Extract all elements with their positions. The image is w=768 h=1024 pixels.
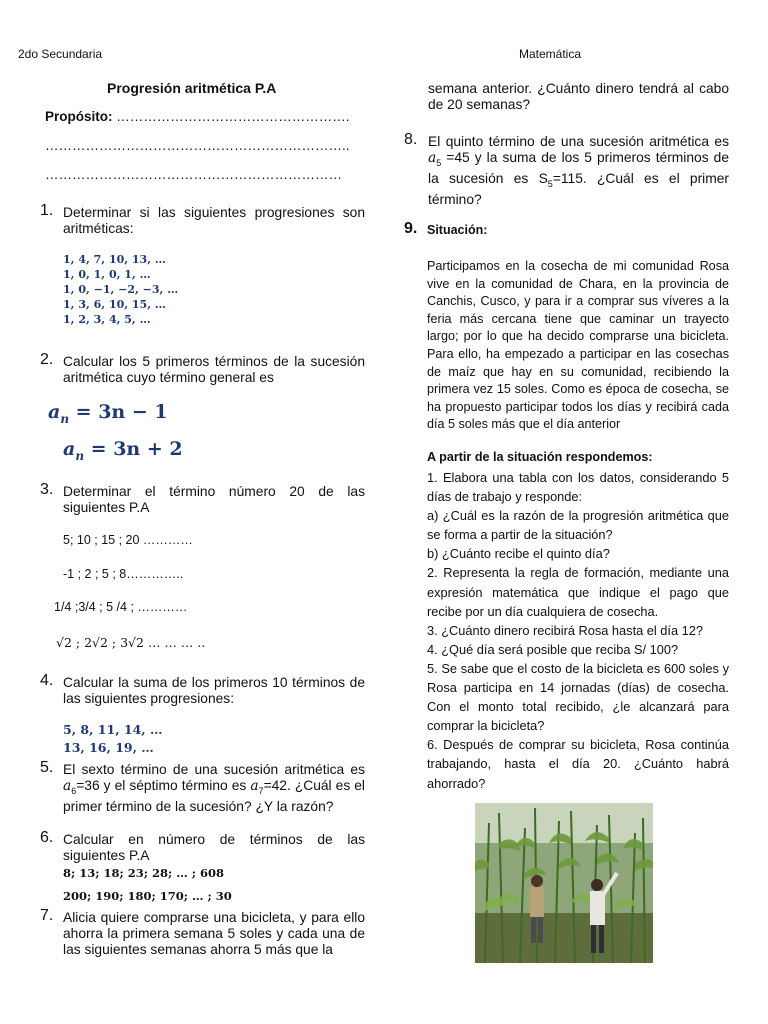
q8-a5: a — [428, 150, 437, 166]
q1-sequences — [63, 252, 178, 327]
q3-seq-2: -1 ; 2 ; 5 ; 8………….. — [63, 567, 184, 581]
q5-number: 5. — [40, 759, 54, 776]
q3-text: Determinar el término número 20 de las siguientes P.A — [63, 484, 365, 515]
q5-a7: a — [250, 778, 259, 794]
purpose-dots-3: ………………………………………………………… — [45, 167, 342, 182]
q5-a6: a — [63, 778, 72, 794]
q4-seq-2: 13, 16, 19, … — [63, 740, 154, 755]
response-item-5: 5. Se sabe que el costo de la bicicleta es 600 soles y Rosa participa en 14 jornadas (días) de cosecha. Con el monto total recibido, ¿le alcanzará para comprar la bicicleta? — [427, 660, 729, 734]
purpose-line-1 — [45, 109, 350, 124]
formula-1-sub: n — [60, 411, 70, 426]
q8-text — [428, 134, 729, 208]
q8-text-a: El quinto término de una sucesión aritmética es — [428, 134, 729, 149]
header-grade: 2do Secundaria — [18, 47, 103, 61]
q6-seq-2: 200; 190; 180; 170; … ; 30 — [63, 889, 232, 903]
q1-number: 1. — [40, 202, 54, 219]
q8-number: 8. — [404, 131, 418, 148]
q1-seq-1: 1, 4, 7, 10, 13, … — [63, 253, 166, 266]
q6-text: Calcular en número de términos de las siguientes P.A — [63, 832, 365, 863]
formula-2-sub: n — [75, 448, 85, 463]
response-item-4: 4. ¿Qué día será posible que reciba S/ 100? — [427, 641, 679, 657]
q4-seq-1: 5, 8, 11, 14, … — [63, 722, 163, 737]
q9-number: 9. — [404, 220, 418, 237]
q4-text: Calcular la suma de los primeros 10 términos de las siguientes progresiones: — [63, 675, 365, 706]
formula-2 — [63, 438, 183, 463]
response-item-1a: a) ¿Cuál es la razón de la progresión aritmética que se forma a partir de la situación? — [427, 508, 729, 543]
q7-text: Alicia quiere comprarse una bicicleta, y para ello ahorra la primera semana 5 soles y cada una de las siguientes semanas ahorra 5 más que la — [63, 910, 365, 957]
situation-text: Participamos en la cosecha de mi comunidad Rosa vive en la comunidad de Chara, en la provincia de Canchis, Cusco, y para ir a comprar sus víveres a la feria más cercana tiene que caminar un trayecto largo; por lo que ha decido comprarse una bicicleta. Para ello, ha empezado a participar en las cosechas de maíz que hay en su comunidad, recibiendo la primera vez 15 soles. Como es época de cosecha, se ha propuesto participar todos los días y recibirá cada día 5 soles más que el día anterior — [427, 259, 729, 432]
purpose-dots-1: ……………………………………………. — [116, 109, 350, 124]
q8-s5-sub: 5 — [547, 178, 553, 189]
formula-1-rhs: = 3n − 1 — [69, 401, 168, 423]
q5-text — [63, 762, 365, 815]
response-item-1b: b) ¿Cuánto recibe el quinto día? — [427, 546, 610, 562]
page-title: Progresión aritmética P.A — [107, 80, 277, 96]
q9-label: Situación: — [427, 223, 488, 237]
header-subject: Matemática — [519, 47, 582, 61]
q1-seq-5: 1, 2, 3, 4, 5, … — [63, 313, 151, 326]
response-item-2: 2. Representa la regla de formación, mediante una expresión matemática que indique el pago que recibe por un día cualquiera de cosecha. — [427, 565, 729, 619]
response-title: A partir de la situación respondemos: — [427, 450, 653, 464]
q5-a6-sub: 6 — [71, 785, 77, 796]
response-item-6: 6. Después de comprar su bicicleta, Rosa continúa trabajando, hasta el día 20. ¿Cuánto habrá ahorrado? — [427, 737, 729, 791]
q1-seq-2: 1, 0, 1, 0, 1, … — [63, 268, 151, 281]
q6-number: 6. — [40, 829, 54, 846]
q2-number: 2. — [40, 351, 54, 368]
formula-1-a: a — [48, 401, 61, 423]
q8-a5-sub: 5 — [436, 157, 442, 168]
q4-number: 4. — [40, 672, 54, 689]
q1-seq-4: 1, 3, 6, 10, 15, … — [63, 298, 166, 311]
q5-text-b: =36 y el séptimo término es — [76, 778, 251, 793]
purpose-dots-2: ………………………………………………………….. — [45, 138, 350, 153]
q3-number: 3. — [40, 481, 54, 498]
q5-text-a: El sexto término de una sucesión aritmética es — [63, 762, 365, 777]
corn-harvest-photo — [475, 803, 653, 963]
q8-text-b: =45 y la suma de los 5 primeros términos de la sucesión es S — [428, 150, 729, 186]
q5-a7-sub: 7 — [258, 785, 264, 796]
response-item-1: 1. Elabora una tabla con los datos, considerando 5 días de trabajo y responde: — [427, 470, 729, 505]
response-item-3: 3. ¿Cuánto dinero recibirá Rosa hasta el día 12? — [427, 622, 704, 638]
response-list — [427, 468, 729, 793]
q7-number: 7. — [40, 907, 54, 924]
q8-text-c: =115. ¿Cuál es el primer término? — [428, 170, 729, 207]
purpose-label: Propósito: — [45, 109, 113, 124]
q7-continuation: semana anterior. ¿Cuánto dinero tendrá al cabo de 20 semanas? — [428, 81, 729, 112]
q2-text: Calcular los 5 primeros términos de la sucesión aritmética cuyo término general es — [63, 354, 365, 385]
q3-seq-1: 5; 10 ; 15 ; 20 ………… — [63, 533, 193, 547]
formula-2-a: a — [63, 438, 76, 460]
formula-1 — [48, 401, 168, 426]
q5-text-c: =42. ¿Cuál es el primer término de la sucesión? ¿Y la razón? — [63, 778, 365, 814]
q3-seq-4: √2 ; 2√2 ; 3√2 … … … .. — [56, 635, 206, 650]
q6-seq-1: 8; 13; 18; 23; 28; … ; 608 — [63, 866, 225, 880]
q3-seq-3: 1/4 ;3/4 ; 5 /4 ; ………… — [54, 600, 188, 614]
formula-2-rhs: = 3n + 2 — [84, 438, 183, 460]
q1-text: Determinar si las siguientes progresiones son aritméticas: — [63, 205, 365, 236]
q1-seq-3: 1, 0, −1, −2, −3, … — [63, 283, 179, 296]
